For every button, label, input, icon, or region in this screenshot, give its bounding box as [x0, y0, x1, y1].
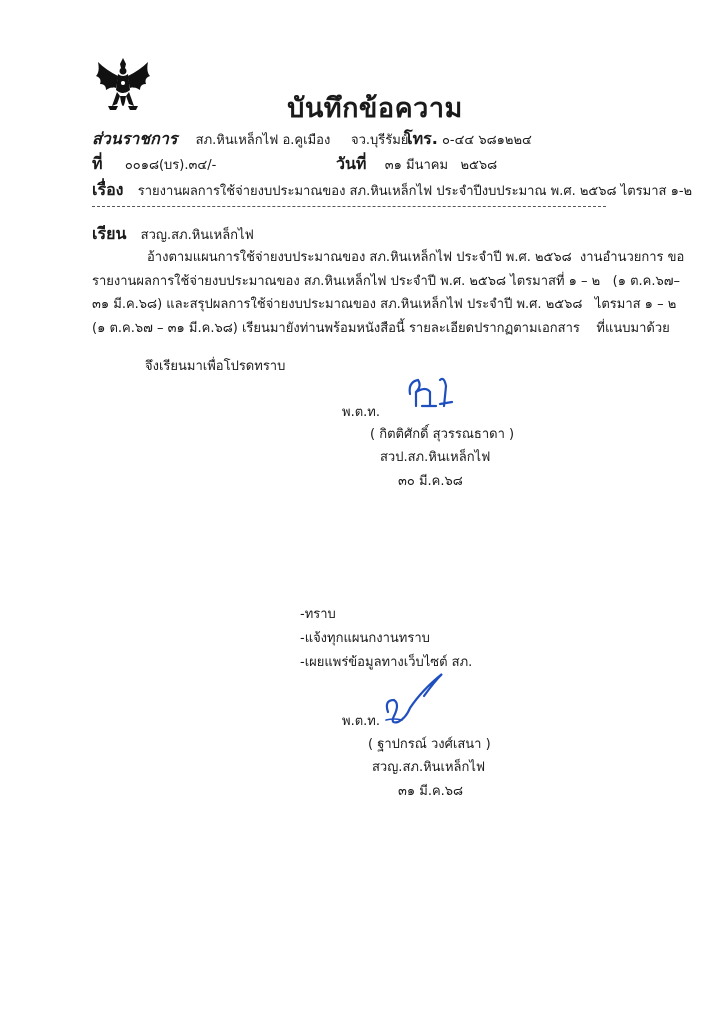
signer-2-rank: พ.ต.ท. — [342, 714, 380, 729]
closing-text: จึงเรียนมาเพื่อโปรดทราบ — [145, 359, 286, 374]
phone-label: โทร. — [404, 129, 438, 148]
signature-1-icon — [400, 372, 460, 412]
subject-value: รายงานผลการใช้จ่ายงบประมาณของ สภ.หินเหล็กไฟ ประจำปีงบประมาณ พ.ศ. ๒๕๖๘ ไตรมาส ๑-๒ — [137, 184, 693, 199]
body-line-3: ๓๑ มี.ค.๖๘) และสรุปผลการใช้จ่ายงบประมาณของ สภ.หินเหล็กไฟ ประจำปี พ.ศ. ๒๕๖๘ ไตรมาส ๑ – ๒ — [92, 297, 677, 312]
signer-2-name: ( ฐาปกรณ์ วงศ์เสนา ) — [368, 737, 491, 752]
to-value: สวญ.สภ.หินเหล็กไฟ — [140, 228, 254, 243]
phone-row — [404, 127, 532, 152]
notes-list — [300, 603, 472, 675]
agency-row — [92, 127, 408, 152]
phone-value: ๐-๔๔ ๖๘๑๒๒๔ — [441, 133, 532, 148]
agency-value: สภ.หินเหล็กไฟ อ.คูเมือง จว.บุรีรัมย์ — [195, 133, 409, 148]
body-line-4: (๑ ต.ค.๖๗ – ๓๑ มี.ค.๖๘) เรียนมายังท่านพร้อมหนังสือนี้ รายละเอียดปรากฏตามเอกสาร ที่แนบมาด้วย — [92, 320, 670, 336]
signer-1-date: ๓๐ มี.ค.๖๘ — [398, 474, 463, 489]
to-label: เรียน — [92, 224, 127, 243]
memo-title: บันทึกข้อความ — [287, 93, 463, 124]
signature-2-icon — [380, 668, 450, 726]
signer-1-name: ( กิตติศักดิ์ สุวรรณธาดา ) — [370, 427, 515, 442]
signer-1-position: สวป.สภ.หินเหล็กไฟ — [380, 450, 491, 465]
signer-1-rank: พ.ต.ท. — [342, 405, 380, 420]
subject-row — [92, 178, 692, 203]
body-line-1: อ้างตามแผนการใช้จ่ายงบประมาณของ สภ.หินเหล็กไฟ ประจำปี พ.ศ. ๒๕๖๘ งานอำนวยการ ขอ — [147, 250, 685, 265]
body-paragraph — [92, 246, 685, 340]
agency-label: ส่วนราชการ — [92, 129, 178, 148]
to-row — [92, 222, 254, 247]
note-item: -ทราบ — [300, 607, 336, 622]
ref-value: ๐๐๑๘(บร).๓๔/- — [124, 158, 217, 173]
note-item: -แจ้งทุกแผนกงานทราบ — [300, 631, 430, 646]
subject-label: เรื่อง — [92, 180, 124, 199]
signer-2-position: สวญ.สภ.หินเหล็กไฟ — [372, 760, 486, 775]
date-label: วันที่ — [336, 154, 367, 173]
note-item: -เผยแพร่ข้อมูลทางเว็บไซต์ สภ. — [300, 655, 473, 670]
ref-row — [92, 152, 216, 177]
date-row — [336, 152, 497, 177]
separator-line — [92, 206, 606, 207]
signer-2-date: ๓๑ มี.ค.๖๘ — [398, 784, 464, 799]
date-value: ๓๑ มีนาคม ๒๕๖๘ — [384, 158, 498, 173]
ref-label: ที่ — [92, 154, 103, 173]
body-line-2: รายงานผลการใช้จ่ายงบประมาณของ สภ.หินเหล็กไฟ ประจำปี พ.ศ. ๒๕๖๘ ไตรมาสที่ ๑ – ๒ (๑ ต.ค.๖๗– — [92, 273, 681, 289]
